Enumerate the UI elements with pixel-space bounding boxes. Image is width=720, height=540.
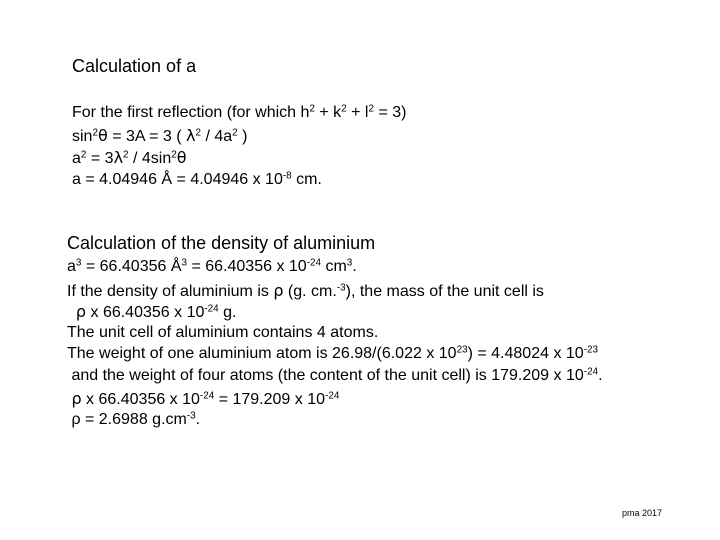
four-atoms-weight-line: and the weight of four atoms (the content of the unit cell) is 179.209 x $10^{-24}$. <box>67 366 603 384</box>
a-squared-equation: $a^2 = 3\lambda^2 / 4\sin^2\theta$ <box>72 148 187 167</box>
density-result-line: ρ = 2.6988 $g.cm^{-3}$. <box>67 410 201 428</box>
unit-cell-mass-line: ρ x 66.40356 x $10^{-24}$ g. <box>75 302 237 321</box>
lattice-constant-result: a = 4.04946 Å = 4.04946 x $10^{-8}$ cm. <box>72 170 322 188</box>
sin-squared-equation: $\sin^2\theta = 3A = 3$ ( $\lambda^2 / 4a^2$ ) <box>72 126 248 145</box>
density-equation-line: ρ x 66.40356 x $10^{-24} = 179.209$ x $10^{-24}$ <box>71 389 340 408</box>
footer-credit: pma 2017 <box>622 508 663 518</box>
cell-volume-line: $a^3 = 66.40356$ $Å^3 = 66.40356$ x $10^{-24}$ $cm^3$. <box>67 257 357 275</box>
atoms-per-cell-line: The unit cell of aluminium contains 4 atoms. <box>67 324 379 341</box>
section-title-density-of-aluminium: Calculation of the density of aluminium <box>67 233 376 253</box>
section-title-calculation-of-a: Calculation of a <box>72 56 197 76</box>
reflection-condition-line: For the first reflection (for which $h^2 + k^2 + l^2 = 3$) <box>72 103 407 121</box>
density-definition-line: If the density of aluminium is ρ (g. cm.$^{-3}$), the mass of the unit cell is <box>67 281 544 300</box>
atom-weight-line: The weight of one aluminium atom is 26.98/(6.022 x $10^{23}) = 4.48024$ x $10^{-23}$ <box>67 344 599 362</box>
